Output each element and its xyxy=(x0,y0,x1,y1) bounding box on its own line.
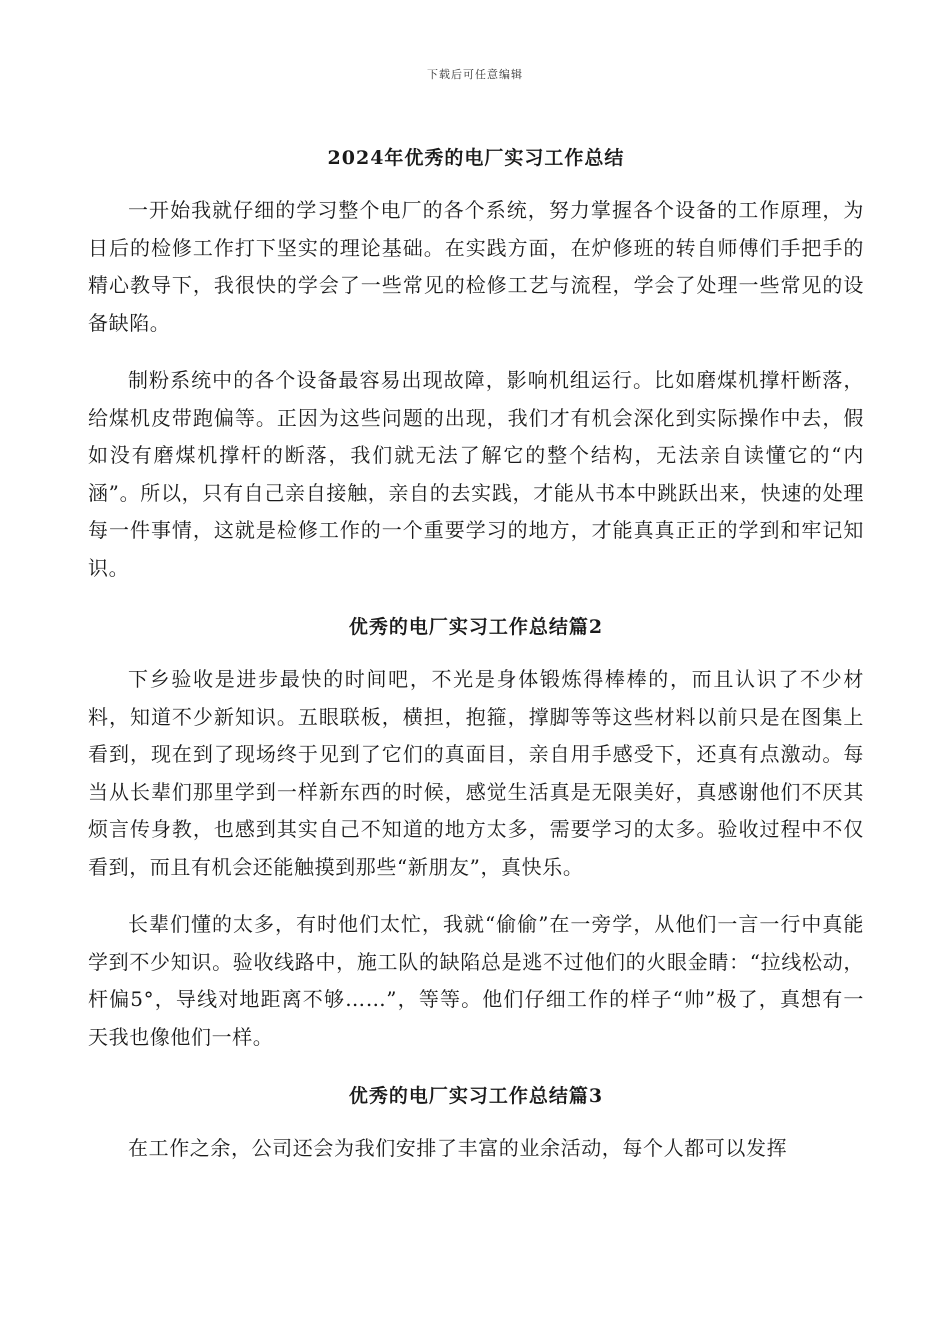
header-note: 下载后可任意编辑 xyxy=(427,68,523,81)
paragraph: 一开始我就仔细的学习整个电厂的各个系统，努力掌握各个设备的工作原理，为日后的检修工作打下坚实的理论基础。在实践方面，在炉修班的转自师傅们手把手的精心教导下，我很快的学会了一些常见的检修工艺与流程，学会了处理一些常见的设备缺陷。 xyxy=(88,198,864,335)
section-heading: 优秀的电厂实习工作总结篇2 xyxy=(348,616,604,638)
document-body xyxy=(88,138,864,1188)
paragraph: 制粉系统中的各个设备最容易出现故障，影响机组运行。比如磨煤机撑杆断落，给煤机皮带跑偏等。正因为这些问题的出现，我们才有机会深化到实际操作中去，假如没有磨煤机撑杆的断落，我们就无法了解它的整个结构，无法亲自读懂它的“内涵”。所以，只有自己亲自接触，亲自的去实践，才能从书本中跳跃出来，快速的处理每一件事情，这就是检修工作的一个重要学习的地方，才能真真正正的学到和牢记知识。 xyxy=(88,368,864,580)
paragraph: 在工作之余，公司还会为我们安排了丰富的业余活动，每个人都可以发挥 xyxy=(128,1136,788,1160)
section-heading: 优秀的电厂实习工作总结篇3 xyxy=(348,1085,604,1107)
paragraph: 长辈们懂的太多，有时他们太忙，我就“偷偷”在一旁学，从他们一言一行中真能学到不少知识。验收线路中，施工队的缺陷总是逃不过他们的火眼金睛：“拉线松动，杆偏5°，导线对地距离不够……”，等等。他们仔细工作的样子“帅”极了，真想有一天我也像他们一样。 xyxy=(88,912,864,1049)
document-title: 2024年优秀的电厂实习工作总结 xyxy=(327,147,625,169)
paragraph: 下乡验收是进步最快的时间吧，不光是身体锻炼得棒棒的，而且认识了不少材料，知道不少新知识。五眼联板，横担，抱箍，撑脚等等这些材料以前只是在图集上看到，现在到了现场终于见到了它们的真面目，亲自用手感受下，还真有点激动。每当从长辈们那里学到一样新东西的时候，感觉生活真是无限美好，真感谢他们不厌其烦言传身教，也感到其实自己不知道的地方太多，需要学习的太多。验收过程中不仅看到，而且有机会还能触摸到那些“新朋友”，真快乐。 xyxy=(88,667,864,879)
